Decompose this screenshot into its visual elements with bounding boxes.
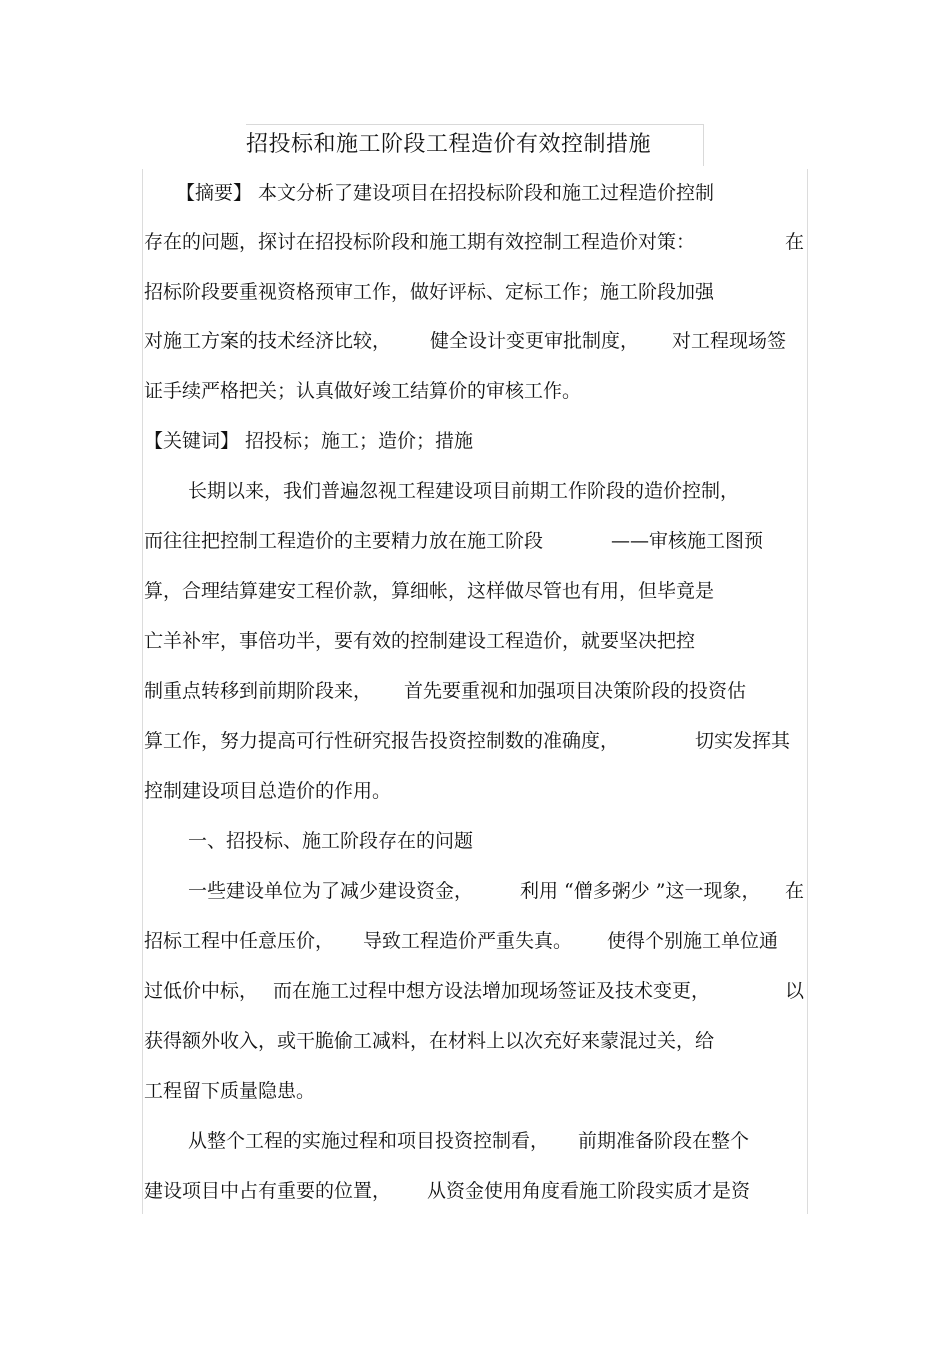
abstract-line-5: 证手续严格把关；认真做好竣工结算价的审核工作。 [144,380,582,402]
abstract-line-2-end: 在 [785,231,805,253]
abstract-line-4c: 对工程现场签 [672,330,787,352]
para3-line-2b: 从资金使用角度看施工阶段实质才是资 [427,1180,751,1202]
para1-line-5a: 制重点转移到前期阶段来， [144,680,373,702]
para2-line-3a: 过低价中标， [144,980,259,1002]
para2-line-1c: 在 [785,880,805,902]
para2-line-1a: 一些建设单位为了减少建设资金， [188,880,474,902]
section-heading-1: 一、招投标、施工阶段存在的问题 [188,830,474,852]
abstract-line-4a: 对施工方案的技术经济比较， [144,330,392,352]
para2-line-2a: 招标工程中任意压价， [144,930,335,952]
abstract-line-2: 存在的问题，探讨在招投标阶段和施工期有效控制工程造价对策： [144,231,696,253]
para3-line-1b: 前期准备阶段在整个 [578,1130,750,1152]
para2-line-2b: 导致工程造价严重失真。 [363,930,573,952]
para1-line-3: 算，合理结算建安工程价款，算细帐，这样做尽管也有用，但毕竟是 [144,580,715,602]
para1-line-2b: ——审核施工图预 [611,530,764,552]
keywords-line: 【关键词】 招投标；施工；造价；措施 [144,430,474,452]
para1-line-5b: 首先要重视和加强项目决策阶段的投资估 [404,680,747,702]
para1-line-7: 控制建设项目总造价的作用。 [144,780,392,802]
para2-line-2c: 使得个别施工单位通 [607,930,779,952]
abstract-line-3: 招标阶段要重视资格预审工作，做好评标、定标工作；施工阶段加强 [144,281,715,303]
para1-line-6b: 切实发挥其 [695,730,791,752]
para1-line-2a: 而往往把控制工程造价的主要精力放在施工阶段 [144,530,544,552]
para2-line-1b: 利用 “僧多粥少 ”这一现象， [520,880,761,902]
para2-line-4: 获得额外收入，或干脆偷工减料，在材料上以次充好来蒙混过关，给 [144,1030,715,1052]
para2-line-3b: 而在施工过程中想方设法增加现场签证及技术变更， [273,980,711,1002]
para1-line-1: 长期以来，我们普遍忽视工程建设项目前期工作阶段的造价控制， [188,480,740,502]
para2-line-3c: 以 [785,980,805,1002]
para1-line-6a: 算工作，努力提高可行性研究报告投资控制数的准确度， [144,730,620,752]
document-title: 招投标和施工阶段工程造价有效控制措施 [246,132,652,157]
para2-line-5: 工程留下质量隐患。 [144,1080,316,1102]
abstract-line-4b: 健全设计变更审批制度， [430,330,640,352]
para3-line-1a: 从整个工程的实施过程和项目投资控制看， [188,1130,550,1152]
para1-line-4: 亡羊补牢，事倍功半，要有效的控制建设工程造价，就要坚决把控 [144,630,696,652]
abstract-line-1: 【摘要】 本文分析了建设项目在招投标阶段和施工过程造价控制 [176,182,715,204]
para3-line-2a: 建设项目中占有重要的位置， [144,1180,392,1202]
